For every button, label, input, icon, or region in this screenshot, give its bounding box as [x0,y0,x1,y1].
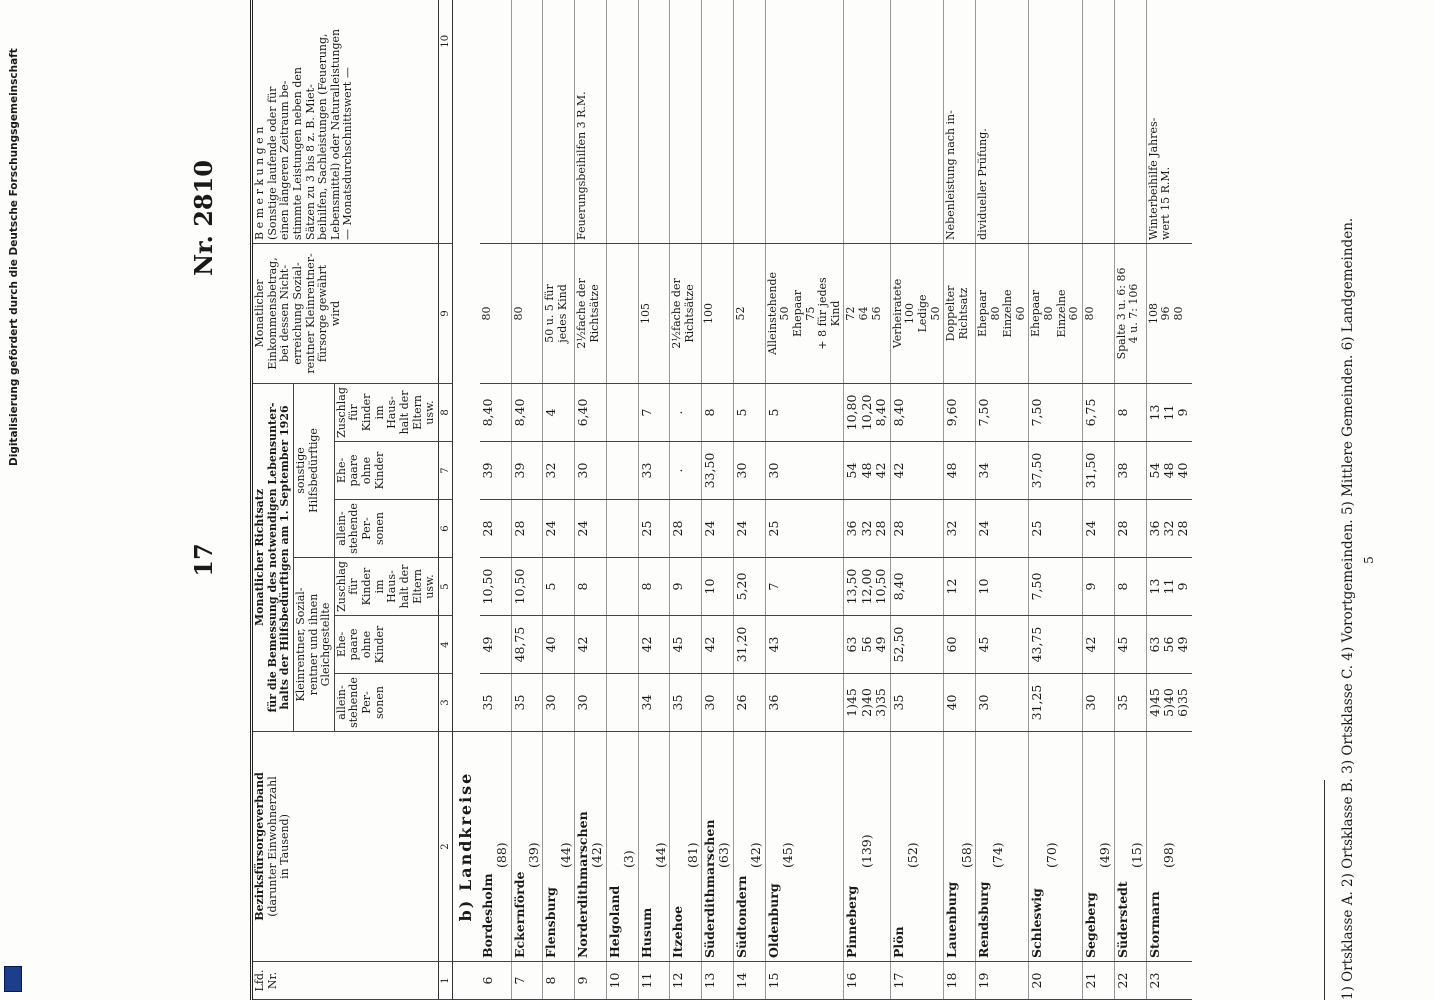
dfg-logo-icon [4,966,22,992]
income-threshold: 72 64 56 [844,243,890,383]
rate-c8: 8,40 [890,383,944,441]
rate-c7: 34 [975,442,1029,500]
rate-c6: 24 [975,500,1029,558]
rate-c8: 7 [638,383,670,441]
district-cell [765,732,844,962]
district-cell [670,732,702,962]
income-threshold: 80 [511,243,543,383]
rate-c8: 5 [765,383,844,441]
rate-c4: 60 [944,616,976,674]
district-cell [1083,732,1115,962]
rate-c7: 42 [890,442,944,500]
header-sonstige: sonstige Hilfsbedürftige [293,383,334,557]
district-cell [1146,732,1192,962]
column-number: 3 [438,674,453,732]
rate-c6: 36 32 28 [1146,500,1192,558]
income-threshold: 100 [702,243,734,383]
income-threshold: 52 [733,243,765,383]
rate-c6 [606,500,638,558]
table-row [844,0,890,1000]
district-population: (45) [779,842,795,868]
rate-c6: 24 [543,500,575,558]
district-name: Oldenburg [765,883,781,958]
header-einkommen: Monatlicher Einkommensbetrag, bei dessen Nicht- erreichung Sozial- rentner Kleinrentner- fürsorge gewährt wird [252,243,439,383]
rate-c5: 10 [702,558,734,616]
rate-c5: 7 [765,558,844,616]
district-population: (42) [748,842,764,868]
rate-c8: 6,75 [1083,383,1115,441]
rate-c6: 24 [575,500,607,558]
footnote: 1) Ortsklasse A. 2) Ortsklasse B. 3) Ortsklasse C. 4) Vorortgemeinden. 5) Mittlere Gemeinden. 6) Landgemeinden. [1340,217,1357,1000]
footnote-rule [1324,780,1325,1000]
rotated-document-page [160,28,1377,1000]
district-cell [1114,732,1146,962]
district-cell [480,732,511,962]
district-population: (42) [589,842,605,868]
row-number: 9 [575,962,607,1000]
district-cell [733,732,765,962]
rate-c5: 5,20 [733,558,765,616]
rate-c5: 7,50 [1029,558,1083,616]
rate-c7: 38 [1114,442,1146,500]
rate-c8: 4 [543,383,575,441]
rate-c5: 13,50 12,00 10,50 [844,558,890,616]
rate-c7: 31,50 [1083,442,1115,500]
remarks [1029,0,1083,243]
district-cell [511,732,543,962]
rate-c3: 26 [733,674,765,732]
rate-c8: 9,60 [944,383,976,441]
remarks: dividueller Prüfung. [975,0,1029,243]
header-c7: Ehe- paare ohne Kinder [334,442,438,500]
column-number: 8 [438,383,453,441]
row-number: 19 [975,962,1029,1000]
rate-c8: 7,50 [1029,383,1083,441]
row-number: 20 [1029,962,1083,1000]
income-threshold: Spalte 3 u. 6: 86 4 u. 7: 106 [1114,243,1146,383]
remarks [638,0,670,243]
rate-c3 [606,674,638,732]
rate-c8: 5 [733,383,765,441]
row-number: 21 [1083,962,1115,1000]
rate-c4: 45 [1114,616,1146,674]
rate-c8: 10,80 10,20 8,40 [844,383,890,441]
rate-c3: 40 [944,674,976,732]
remarks: Feuerungsbeihilfen 3 R.M. [575,0,607,243]
rate-c4: 63 56 49 [844,616,890,674]
row-number: 16 [844,962,890,1000]
row-number: 23 [1146,962,1192,1000]
rate-c6: 24 [733,500,765,558]
district-name: Südtondern [733,875,749,958]
table-row [733,0,765,1000]
district-name: Plön [890,926,906,958]
district-population: (139) [858,834,874,868]
district-name: Süderstedt [1114,881,1130,958]
district-population: (15) [1129,842,1145,868]
rate-c6: 28 [1114,500,1146,558]
district-cell [944,732,976,962]
rate-c8: 7,50 [975,383,1029,441]
column-number: 4 [438,616,453,674]
row-number: 15 [765,962,844,1000]
rate-c7: 37,50 [1029,442,1083,500]
remarks [733,0,765,243]
income-threshold: Alleinstehende 50 Ehepaar 75 + 8 für jedes Kind [765,243,844,383]
rate-c5: 5 [543,558,575,616]
rate-c3: 35 [480,674,511,732]
rate-c4: 43,75 [1029,616,1083,674]
district-population: (44) [652,842,668,868]
district-cell [606,732,638,962]
rate-c3: 36 [765,674,844,732]
remarks [670,0,702,243]
row-number: 10 [606,962,638,1000]
income-threshold: 80 [1083,243,1115,383]
column-number: 6 [438,500,453,558]
rate-c8: 8 [1114,383,1146,441]
rate-c6: 24 [1083,500,1115,558]
rate-c3: 1)45 2)40 3)35 [844,674,890,732]
row-number: 13 [702,962,734,1000]
district-population: (3) [621,850,637,868]
rate-c4: 42 [1083,616,1115,674]
district-cell [638,732,670,962]
income-threshold: 2½fache der Richtsätze [575,243,607,383]
remarks: Nebenleistung nach in- [944,0,976,243]
table-row [575,0,607,1000]
district-name: Stormarn [1146,891,1162,958]
district-name: Rendsburg [975,881,991,958]
district-population: (63) [716,842,732,868]
district-name: Bordesholm [479,873,495,958]
table-row [638,0,670,1000]
district-cell [844,732,890,962]
row-number: 14 [733,962,765,1000]
table-row [890,0,944,1000]
column-number: 2 [438,732,453,962]
table-row [1114,0,1146,1000]
remarks [890,0,944,243]
rate-c4: 43 [765,616,844,674]
district-population: (52) [904,842,920,868]
page-number: 17 [189,543,218,577]
rate-c3: 30 [543,674,575,732]
rate-c4: 45 [670,616,702,674]
district-cell [890,732,944,962]
rate-c4 [606,616,638,674]
rate-c5: 9 [1083,558,1115,616]
remarks [765,0,844,243]
district-cell [702,732,734,962]
rate-c7: 30 [733,442,765,500]
table-row [606,0,638,1000]
district-name: Helgoland [606,885,622,958]
remarks: Winterbeihilfe Jahres- wert 15 R.M. [1146,0,1192,243]
rate-c7: 54 48 40 [1146,442,1192,500]
district-name: Husum [638,907,654,958]
rate-c7: 48 [944,442,976,500]
district-cell [975,732,1029,962]
district-name: Lauenburg [944,881,960,958]
header-c4: Ehe- paare ohne Kinder [334,616,438,674]
rate-c6: 24 [702,500,734,558]
rate-c6: 28 [890,500,944,558]
rate-c8: 6,40 [575,383,607,441]
remarks [1083,0,1115,243]
rate-c3: 35 [670,674,702,732]
table-row [1029,0,1083,1000]
income-threshold [606,243,638,383]
income-threshold: Verheiratete 100 Ledige 50 [890,243,944,383]
header-kleinrentner: Kleinrentner, Sozial- rentner und ihnen Gleichgestellte [293,558,334,732]
table-row [1146,0,1192,1000]
income-threshold: 50 u. 5 für jedes Kind [543,243,575,383]
rate-c4: 42 [702,616,734,674]
rate-c7: 32 [543,442,575,500]
rate-c7: 54 48 42 [844,442,890,500]
district-name: Itzehoe [670,905,686,958]
rate-c6: 25 [638,500,670,558]
rate-c8: 13 11 9 [1146,383,1192,441]
column-number-row [438,0,453,1000]
rate-c5: 8 [638,558,670,616]
table-row [944,0,976,1000]
district-cell [575,732,607,962]
table-row [1083,0,1115,1000]
header-richtsatz: Monatlicher Richtsatz für die Bemessung des notwendigen Lebensunter- halts der Hilfsbedürftigen am 1. September 1926 [252,383,294,731]
remarks [543,0,575,243]
rate-c5: 8,40 [890,558,944,616]
income-threshold: 108 96 80 [1146,243,1192,383]
rate-c5: 9 [670,558,702,616]
rate-c6: 36 32 28 [844,500,890,558]
document-number: Nr. 2810 [189,160,218,276]
rate-c7: 33,50 [702,442,734,500]
table-row [975,0,1029,1000]
rate-c3: 35 [511,674,543,732]
rate-c4: 45 [975,616,1029,674]
district-population: (88) [494,842,510,868]
rate-c8: 8 [702,383,734,441]
income-threshold: Doppelter Richtsatz [944,243,976,383]
district-population: (39) [525,842,541,868]
rate-c3: 30 [975,674,1029,732]
district-name: Süderdithmarschen [702,819,718,958]
table-row [511,0,543,1000]
rate-c6: 25 [765,500,844,558]
table-body [480,0,1192,1000]
remarks [511,0,543,243]
remarks [1114,0,1146,243]
district-population: (49) [1097,842,1113,868]
remarks [480,0,511,243]
rate-c3: 35 [890,674,944,732]
rate-c6: 28 [511,500,543,558]
rate-c3: 35 [1114,674,1146,732]
rate-c4: 40 [543,616,575,674]
column-number: 1 [438,962,453,1000]
row-number: 18 [944,962,976,1000]
header-c8: Zuschlag für Kinder im Haus- halt der Eltern usw. [334,383,438,441]
rate-c5: 8 [575,558,607,616]
rate-c3: 31,25 [1029,674,1083,732]
rate-c5: 10,50 [511,558,543,616]
table-row [702,0,734,1000]
signature-mark: 5 [1362,556,1377,564]
rate-c4: 42 [638,616,670,674]
income-threshold: Ehepaar 80 Einzelne 60 [975,243,1029,383]
district-cell [1029,732,1083,962]
district-name: Pinneberg [844,885,860,958]
rate-c5: 10,50 [480,558,511,616]
table-row [480,0,511,1000]
income-threshold: 105 [638,243,670,383]
district-name: Eckernförde [511,871,527,958]
rate-c5 [606,558,638,616]
row-number: 12 [670,962,702,1000]
row-number: 17 [890,962,944,1000]
district-population: (74) [990,842,1006,868]
rate-c3: 34 [638,674,670,732]
remarks [844,0,890,243]
table-row [670,0,702,1000]
table-row [543,0,575,1000]
header-bemerkungen: B e m e r k u n g e n (Sonstige laufende oder für einen längeren Zeitraum be- stimmte Leistungen neben den Sätzen zu 3 bis 8 z. B. Miet- beihilfen, Sachleistungen (Feuerung, Lebensmittel) oder Naturalleistungen — Monatsdurchschnittswert — [252,0,439,243]
remarks [606,0,638,243]
rate-c8: 8,40 [480,383,511,441]
district-population: (81) [684,842,700,868]
district-name: Schleswig [1029,888,1045,958]
column-number: 7 [438,442,453,500]
rate-c6: 25 [1029,500,1083,558]
row-number: 7 [511,962,543,1000]
row-number: 8 [543,962,575,1000]
district-cell [543,732,575,962]
rate-c8 [606,383,638,441]
header-c3: allein- stehende Per- sonen [334,674,438,732]
funding-note: Digitalisierung gefördert durch die Deutsche Forschungsgemeinschaft [8,48,20,466]
header-lfd-nr: Lfd. Nr. [252,962,439,1000]
rate-c7: 30 [765,442,844,500]
header-verband: Bezirksfürsorgeverband (darunter Einwohnerzahl in Tausend) [252,732,439,962]
rate-c6: 32 [944,500,976,558]
rate-c4: 52,50 [890,616,944,674]
rate-c3: 30 [575,674,607,732]
rate-c4: 42 [575,616,607,674]
district-name: Flensburg [543,887,559,958]
district-population: (98) [1160,842,1176,868]
district-population: (58) [958,842,974,868]
rate-c7: 39 [480,442,511,500]
income-threshold: 2½fache der Richtsätze [670,243,702,383]
income-threshold: Ehepaar 80 Einzelne 60 [1029,243,1083,383]
header-c6: allein- stehende Per- sonen [334,500,438,558]
rate-c5: 13 11 9 [1146,558,1192,616]
rate-c7: 30 [575,442,607,500]
table-row [765,0,844,1000]
rate-c5: 12 [944,558,976,616]
rate-c3: 30 [1083,674,1115,732]
column-number: 10 [438,0,453,243]
rate-c7: 33 [638,442,670,500]
rate-c7 [606,442,638,500]
district-population: (44) [557,842,573,868]
row-number: 22 [1114,962,1146,1000]
rate-c3: 4)45 5)40 6)35 [1146,674,1192,732]
row-number: 11 [638,962,670,1000]
relief-rates-table [250,0,1192,1000]
district-name: Segeberg [1083,892,1099,958]
rate-c4: 49 [480,616,511,674]
rate-c7: . [670,442,702,500]
rate-c5: 10 [975,558,1029,616]
rate-c6: 28 [670,500,702,558]
rate-c6: 28 [480,500,511,558]
column-number: 9 [438,243,453,383]
column-number: 5 [438,558,453,616]
rate-c8: 8,40 [511,383,543,441]
remarks [702,0,734,243]
income-threshold: 80 [480,243,511,383]
rate-c4: 63 56 49 [1146,616,1192,674]
rate-c4: 48,75 [511,616,543,674]
section-heading: b) Landkreise [453,732,480,962]
rate-c7: 39 [511,442,543,500]
rate-c4: 31,20 [733,616,765,674]
rate-c8: . [670,383,702,441]
rate-c3: 30 [702,674,734,732]
district-name: Norderdithmarschen [575,811,591,958]
row-number: 6 [480,962,511,1000]
district-population: (70) [1043,842,1059,868]
rate-c5: 8 [1114,558,1146,616]
header-c5: Zuschlag für Kinder im Haus- halt der Eltern usw. [334,558,438,616]
